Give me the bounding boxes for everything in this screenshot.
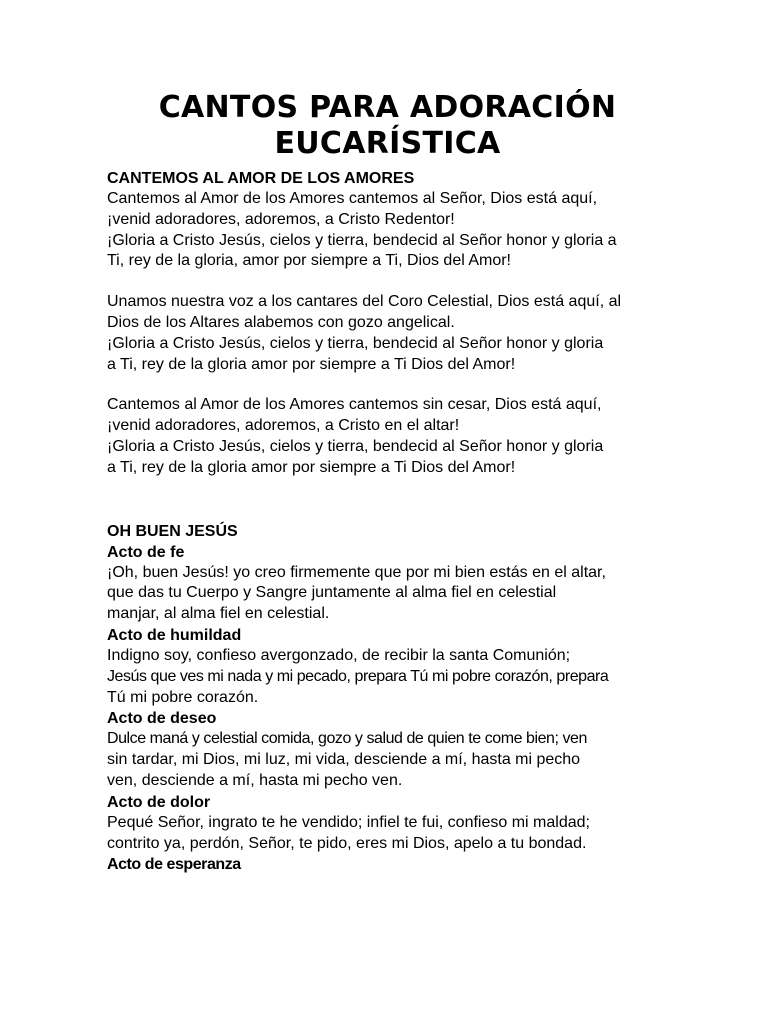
stanza-gap [107,272,668,292]
lyric-line: Tú mi pobre corazón. [107,688,259,706]
song-2-heading: OH BUEN JESÚS [107,522,238,540]
act-humility-title: Acto de humildad [107,626,242,644]
lyric-line: ¡Gloria a Cristo Jesús, cielos y tierra, bendecid al Señor honor y gloria a [107,231,617,249]
lyric-line: ¡venid adoradores, adoremos, a Cristo Redentor! [107,210,455,228]
act-desire-title: Acto de deseo [107,710,217,728]
lyric-line: Pequé Señor, ingrato te he vendido; infiel te fui, confieso mi maldad; [107,813,590,831]
lyric-line: que das tu Cuerpo y Sangre juntamente al alma fiel en celestial [107,584,557,602]
act-hope-title: Acto de esperanza [107,856,241,874]
lyric-line: Indigno soy, confieso avergonzado, de recibir la santa Comunión; [107,646,571,664]
lyric-line: manjar, al alma fiel en celestial. [107,605,330,623]
lyric-line: Jesús que ves mi nada y mi pecado, prepara Tú mi pobre corazón, prepara [107,667,609,685]
lyric-line: Unamos nuestra voz a los cantares del Coro Celestial, Dios está aquí, al [107,293,622,311]
lyric-line: a Ti, rey de la gloria amor por siempre a Ti Dios del Amor! [107,458,516,476]
lyric-line: Dulce maná y celestial comida, gozo y salud de quien te come bien; ven [107,730,587,748]
document-title-line-2: EUCARÍSTICA [274,126,501,161]
section-gap [107,479,668,521]
lyric-line: ¡Oh, buen Jesús! yo creo firmemente que por mi bien estás en el altar, [107,563,606,581]
lyric-line: ven, desciende a mí, hasta mi pecho ven. [107,771,403,789]
song-1-stanza-1 [107,189,668,272]
lyric-line: Dios de los Altares alabemos con gozo angelical. [107,313,455,331]
act-sorrow-title: Acto de dolor [107,793,211,811]
lyric-line: a Ti, rey de la gloria amor por siempre a Ti Dios del Amor! [107,355,516,373]
act-faith-title: Acto de fe [107,543,185,561]
lyric-line: Cantemos al Amor de los Amores cantemos al Señor, Dios está aquí, [107,190,598,207]
document-title [107,90,668,162]
song-1-stanza-3 [107,395,668,478]
lyric-line: ¡venid adoradores, adoremos, a Cristo en el altar! [107,417,460,435]
lyric-line: Cantemos al Amor de los Amores cantemos sin cesar, Dios está aquí, [107,396,602,414]
stanza-gap [107,375,668,395]
document-title-line-1: CANTOS PARA ADORACIÓN [158,90,617,125]
lyric-line: Ti, rey de la gloria, amor por siempre a Ti, Dios del Amor! [107,252,511,270]
song-1-heading: CANTEMOS AL AMOR DE LOS AMORES [107,170,415,187]
lyric-line: ¡Gloria a Cristo Jesús, cielos y tierra, bendecid al Señor honor y gloria [107,437,604,455]
song-1-stanza-2 [107,292,668,375]
lyric-line: sin tardar, mi Dios, mi luz, mi vida, desciende a mí, hasta mi pecho [107,751,581,769]
lyric-line: contrito ya, perdón, Señor, te pido, eres mi Dios, apelo a tu bondad. [107,834,587,852]
lyric-line: ¡Gloria a Cristo Jesús, cielos y tierra, bendecid al Señor honor y gloria [107,334,604,352]
